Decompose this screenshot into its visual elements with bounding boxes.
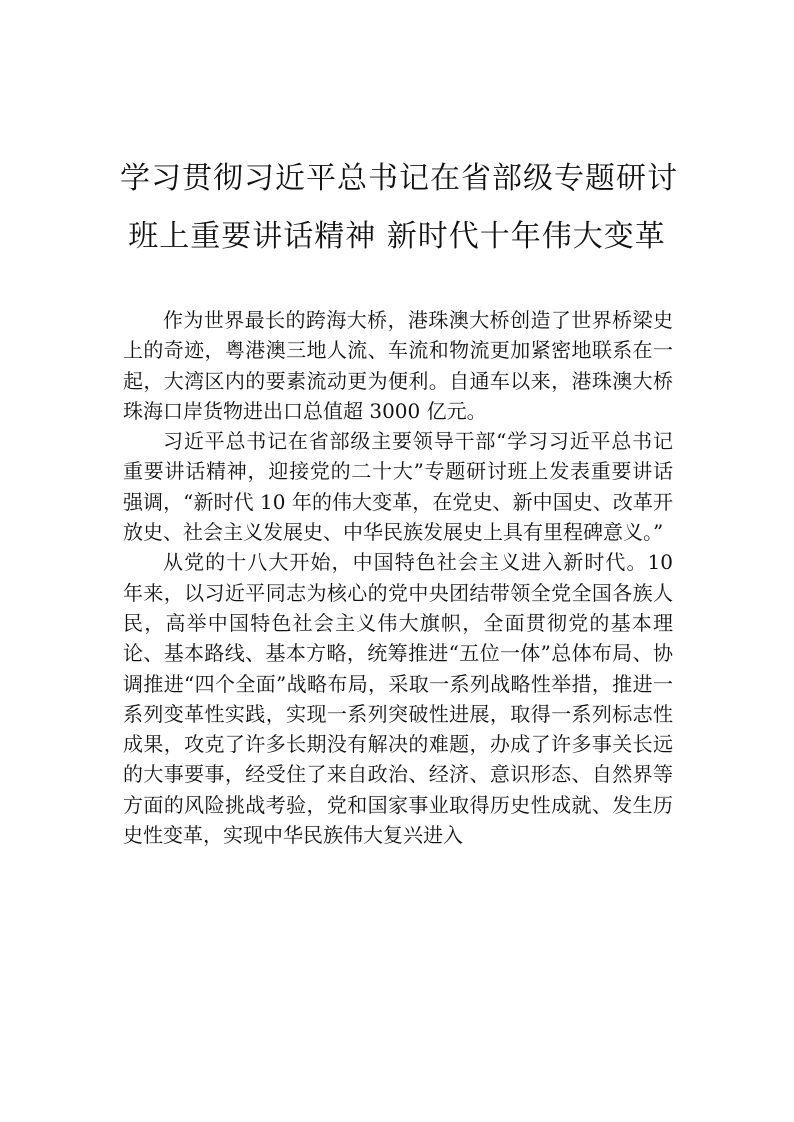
title-line-1: 学习贯彻习近平总书记在省部级专题研讨	[120, 161, 678, 196]
paragraph-1: 作为世界最长的跨海大桥，港珠澳大桥创造了世界桥梁史上的奇迹，粤港澳三地人流、车流和物流更加紧密地联系在一起，大湾区内的要素流动更为便利。自通车以来，港珠澳大桥珠海口岸货物进出口总值超 3000 亿元。	[123, 308, 673, 423]
paragraph-3: 从党的十八大开始，中国特色社会主义进入新时代。10 年来，以习近平同志为核心的党中央团结带领全党全国各族人民，高举中国特色社会主义伟大旗帜，全面贯彻党的基本理论、基本路线、基本方略，统筹推进“五位一体”总体布局、协调推进“四个全面”战略布局，采取一系列战略性举措，推进一系列变革性实践，实现一系列突破性进展，取得一系列标志性成果，攻克了许多长期没有解决的难题，办成了许多事关长远的大事要事，经受住了来自政治、经济、意识形态、自然界等方面的风险挑战考验，党和国家事业取得历史性成就、发生历史性变革，实现中华民族伟大复兴进入	[123, 550, 673, 848]
paragraph-2: 习近平总书记在省部级主要领导干部“学习习近平总书记重要讲话精神，迎接党的二十大”专题研讨班上发表重要讲话强调，“新时代 10 年的伟大变革，在党史、新中国史、改革开放史、社会主义发展史、中华民族发展史上具有里程碑意义。”	[123, 429, 673, 545]
document-body	[123, 305, 673, 850]
title-line-2: 班上重要讲话精神 新时代十年伟大变革	[128, 219, 666, 254]
document-title	[120, 150, 678, 266]
